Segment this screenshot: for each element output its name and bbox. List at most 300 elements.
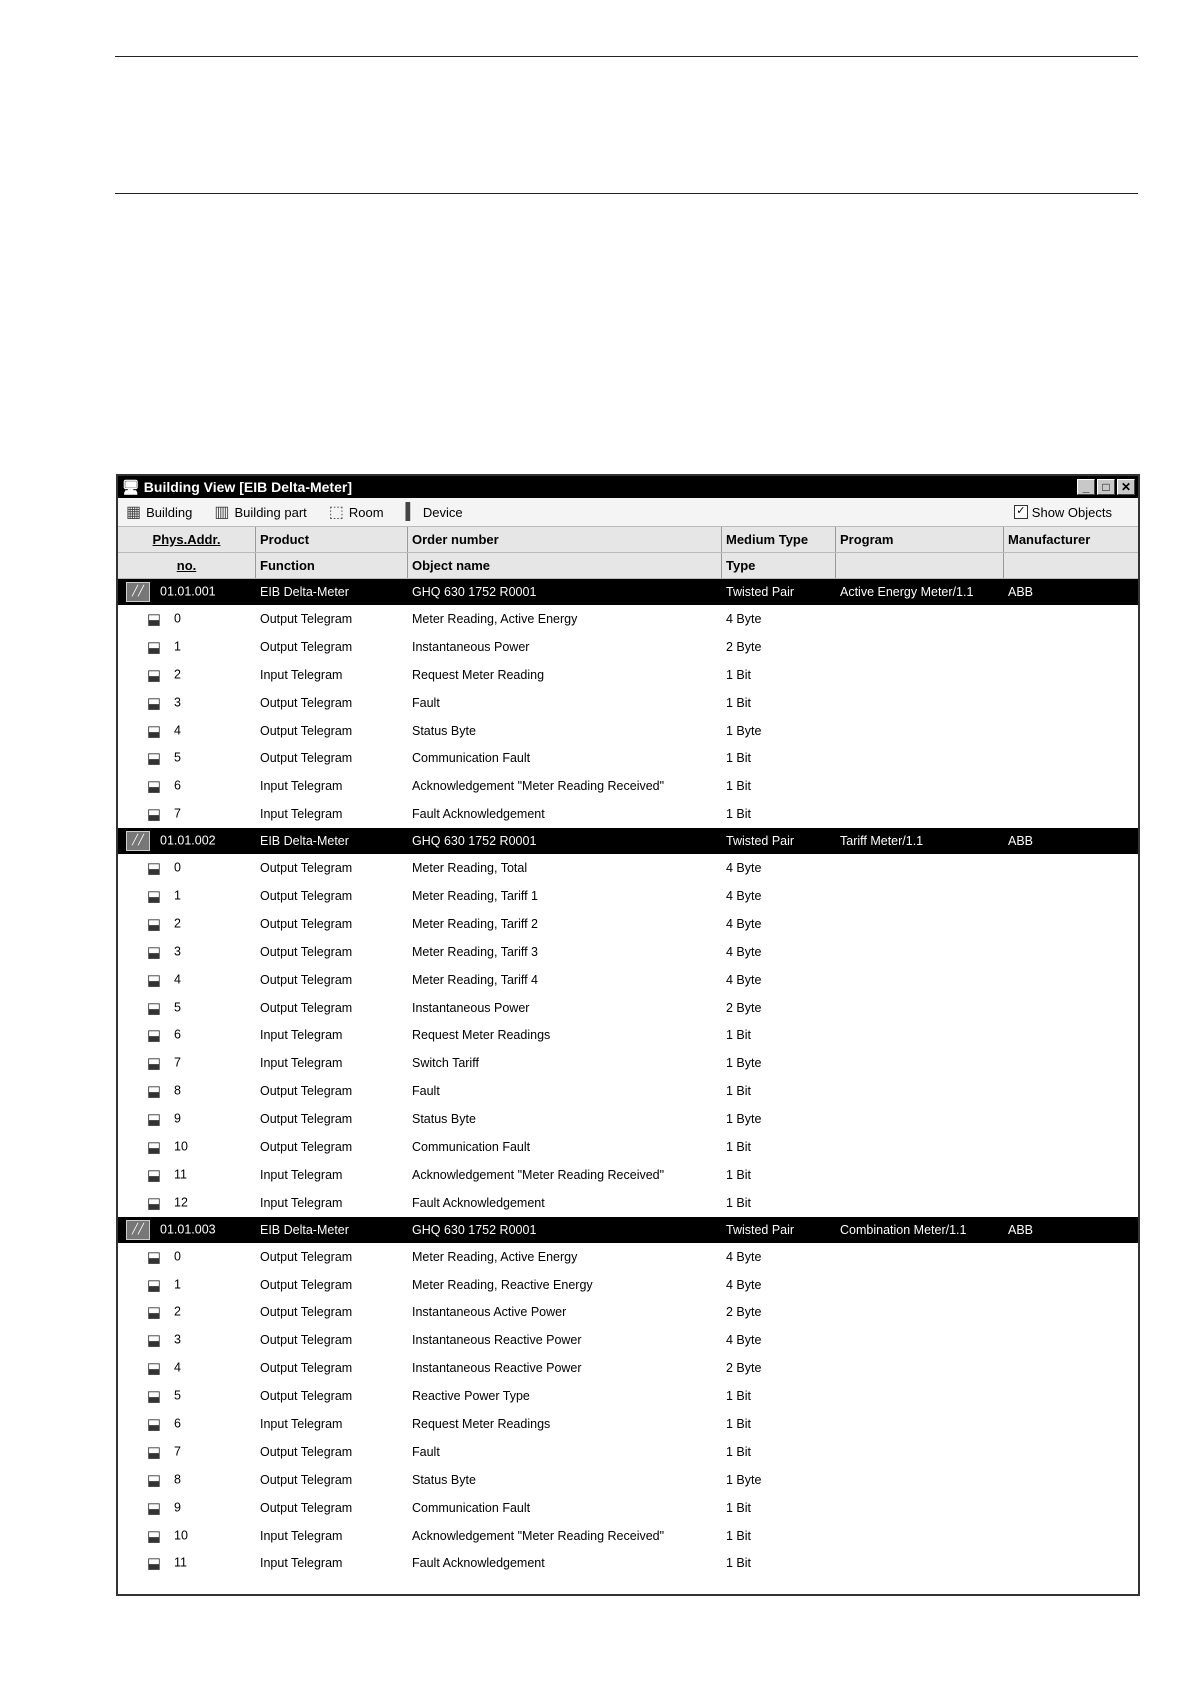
object-no: [118, 1415, 256, 1433]
object-row[interactable]: [118, 1133, 1138, 1161]
object-name: [408, 945, 722, 959]
object-no-text: 9: [174, 1499, 181, 1514]
col-header-no[interactable]: no.: [118, 553, 256, 578]
col-header-product[interactable]: Product: [256, 527, 408, 552]
object-function-text: Output Telegram: [260, 1000, 353, 1015]
object-name-text: Status Byte: [412, 1472, 476, 1487]
object-type: [722, 1056, 836, 1070]
object-function-text: Input Telegram: [260, 807, 343, 822]
object-name-text: Meter Reading, Reactive Energy: [412, 1277, 593, 1292]
object-no-text: 7: [174, 1444, 181, 1459]
object-function: [256, 1361, 408, 1375]
object-type: [722, 1305, 836, 1319]
object-row[interactable]: [118, 744, 1138, 772]
object-name: [408, 1556, 722, 1570]
object-name: [408, 724, 722, 738]
object-row[interactable]: [118, 1271, 1138, 1299]
device-order-number: [408, 585, 722, 599]
object-function-text: Output Telegram: [260, 1361, 353, 1376]
object-type: [722, 724, 836, 738]
object-type: [722, 1140, 836, 1154]
group-object-icon: ⬓: [146, 1304, 162, 1322]
object-name: [408, 696, 722, 710]
show-objects-label: Show Objects: [1031, 504, 1112, 520]
object-no-text: 6: [174, 1027, 181, 1042]
object-name-text: Fault: [412, 1084, 440, 1099]
object-name-text: Fault Acknowledgement: [412, 807, 545, 822]
object-row[interactable]: [118, 1298, 1138, 1326]
object-row[interactable]: [118, 882, 1138, 910]
object-name: [408, 917, 722, 931]
object-type: [722, 696, 836, 710]
toolbar-building-part-label: Building part: [234, 504, 307, 520]
object-no: [118, 1248, 256, 1266]
group-object-icon: ⬓: [146, 999, 162, 1017]
object-type: [722, 1361, 836, 1375]
group-object-icon: ⬓: [146, 1138, 162, 1156]
object-function: [256, 1196, 408, 1210]
object-function: [256, 889, 408, 903]
group-object-icon: ⬓: [146, 860, 162, 878]
object-no-text: 2: [174, 916, 181, 931]
object-function-text: Output Telegram: [260, 611, 353, 626]
object-row[interactable]: [118, 1550, 1138, 1578]
device-medium-type-text: Twisted Pair: [726, 834, 795, 849]
object-function-text: Output Telegram: [260, 972, 353, 987]
object-function: [256, 779, 408, 793]
object-name: [408, 1196, 722, 1210]
device-program-text: Active Energy Meter/1.1: [840, 585, 974, 599]
object-name-text: Fault: [412, 1444, 440, 1459]
object-row[interactable]: [118, 1438, 1138, 1466]
object-type-text: 1 Bit: [726, 751, 752, 766]
object-row[interactable]: [118, 605, 1138, 633]
object-name-text: Status Byte: [412, 1112, 476, 1127]
object-no-text: 1: [174, 888, 181, 903]
object-row[interactable]: [118, 800, 1138, 828]
device-product-text: EIB Delta-Meter: [260, 585, 349, 599]
object-row[interactable]: [118, 1021, 1138, 1049]
object-name-text: Switch Tariff: [412, 1056, 479, 1071]
group-object-icon: ⬓: [146, 1360, 162, 1378]
object-type: [722, 861, 836, 875]
object-name: [408, 1529, 722, 1543]
object-function-text: Input Telegram: [260, 779, 343, 794]
object-name: [408, 1001, 722, 1015]
object-name-text: Fault Acknowledgement: [412, 1195, 545, 1210]
app-icon: 🖥: [122, 478, 140, 495]
object-name: [408, 1389, 722, 1403]
object-function-text: Output Telegram: [260, 1305, 353, 1320]
object-type-text: 1 Bit: [726, 1416, 752, 1431]
header-row-1: [118, 527, 1138, 553]
object-name: [408, 1305, 722, 1319]
object-function: [256, 1473, 408, 1487]
object-row[interactable]: [118, 1494, 1138, 1522]
object-function-text: Output Telegram: [260, 639, 353, 654]
object-function: [256, 1333, 408, 1347]
object-name: [408, 807, 722, 821]
object-function: [256, 751, 408, 765]
object-type: [722, 1250, 836, 1264]
object-name-text: Instantaneous Reactive Power: [412, 1361, 582, 1376]
title-bar[interactable]: [118, 476, 1138, 498]
object-row[interactable]: [118, 854, 1138, 882]
device-program-text: Combination Meter/1.1: [840, 1222, 967, 1237]
object-function: [256, 1417, 408, 1431]
group-object-icon: ⬓: [146, 1083, 162, 1101]
object-function: [256, 1140, 408, 1154]
group-object-icon: ⬓: [146, 1471, 162, 1489]
object-no-text: 8: [174, 1472, 181, 1487]
object-no-text: 4: [174, 1360, 181, 1375]
object-type: [722, 1168, 836, 1182]
object-no: [118, 1026, 256, 1044]
show-objects-checkbox[interactable]: [1014, 505, 1112, 520]
object-function-text: Output Telegram: [260, 1112, 353, 1127]
object-type: [722, 889, 836, 903]
object-no: [118, 1138, 256, 1156]
object-type-text: 4 Byte: [726, 1333, 762, 1348]
close-button[interactable]: ✕: [1117, 479, 1135, 495]
object-function: [256, 1028, 408, 1042]
object-row[interactable]: [118, 1354, 1138, 1382]
object-function-text: Input Telegram: [260, 1167, 343, 1182]
object-name-text: Meter Reading, Active Energy: [412, 611, 578, 626]
object-type-text: 4 Byte: [726, 972, 762, 987]
object-no: [118, 1471, 256, 1489]
object-name-text: Meter Reading, Tariff 3: [412, 944, 538, 959]
object-type: [722, 612, 836, 626]
object-function-text: Input Telegram: [260, 1416, 343, 1431]
object-row[interactable]: [118, 910, 1138, 938]
object-name-text: Meter Reading, Active Energy: [412, 1249, 578, 1264]
object-type: [722, 945, 836, 959]
object-name: [408, 640, 722, 654]
device-meter-icon: ╱╱: [126, 831, 150, 851]
object-row[interactable]: [118, 717, 1138, 745]
toolbar-building-button[interactable]: [126, 502, 192, 522]
device-medium-type-text: Twisted Pair: [726, 1222, 795, 1237]
group-object-icon: ⬓: [146, 1332, 162, 1350]
device-program: [836, 1223, 1004, 1237]
object-no: [118, 1443, 256, 1461]
object-name-text: Fault: [412, 695, 440, 710]
object-row[interactable]: [118, 1161, 1138, 1189]
building-tree-list: [118, 579, 1138, 1577]
group-object-icon: ⬓: [146, 694, 162, 712]
device-addr-text: 01.01.002: [160, 833, 216, 848]
group-object-icon: ⬓: [146, 806, 162, 824]
object-row[interactable]: [118, 1105, 1138, 1133]
object-type: [722, 1473, 836, 1487]
object-name-text: Communication Fault: [412, 751, 531, 766]
header-row-2: [118, 553, 1138, 579]
group-object-icon: ⬓: [146, 666, 162, 684]
object-name: [408, 668, 722, 682]
object-type-text: 1 Bit: [726, 1139, 752, 1154]
object-row[interactable]: [118, 1382, 1138, 1410]
device-medium-type: [722, 585, 836, 599]
object-type-text: 1 Byte: [726, 723, 762, 738]
maximize-button[interactable]: □: [1097, 479, 1115, 495]
top-rule: [115, 56, 1138, 57]
object-type-text: 4 Byte: [726, 861, 762, 876]
object-name-text: Acknowledgement "Meter Reading Received": [412, 779, 665, 794]
object-no: [118, 666, 256, 684]
object-no: [118, 1276, 256, 1294]
minimize-button[interactable]: _: [1077, 479, 1095, 495]
object-type-text: 1 Bit: [726, 1084, 752, 1099]
object-type: [722, 1001, 836, 1015]
object-no-text: 7: [174, 1055, 181, 1070]
device-row[interactable]: [118, 1217, 1138, 1243]
object-type: [722, 1501, 836, 1515]
object-type: [722, 1529, 836, 1543]
object-function: [256, 807, 408, 821]
object-function: [256, 696, 408, 710]
object-no: [118, 859, 256, 877]
object-name-text: Acknowledgement "Meter Reading Received": [412, 1167, 665, 1182]
object-no: [118, 1082, 256, 1100]
object-no-text: 5: [174, 750, 181, 765]
object-type-text: 2 Byte: [726, 1305, 762, 1320]
object-row[interactable]: [118, 1077, 1138, 1105]
object-function: [256, 1056, 408, 1070]
col-header-manufacturer[interactable]: Manufacturer: [1008, 532, 1091, 547]
group-object-icon: ⬓: [146, 1499, 162, 1517]
object-function-text: Input Telegram: [260, 1028, 343, 1043]
object-function-text: Output Telegram: [260, 695, 353, 710]
object-no-text: 3: [174, 694, 181, 709]
group-object-icon: ⬓: [146, 778, 162, 796]
device-manufacturer: [1004, 585, 1138, 599]
object-row[interactable]: [118, 938, 1138, 966]
object-name: [408, 1417, 722, 1431]
group-object-icon: ⬓: [146, 915, 162, 933]
device-product-text: EIB Delta-Meter: [260, 834, 349, 849]
object-no: [118, 610, 256, 628]
object-name: [408, 1361, 722, 1375]
object-no-text: 8: [174, 1083, 181, 1098]
object-function-text: Input Telegram: [260, 1056, 343, 1071]
object-no: [118, 1527, 256, 1545]
object-type-text: 1 Byte: [726, 1056, 762, 1071]
object-function-text: Output Telegram: [260, 1277, 353, 1292]
object-name-text: Communication Fault: [412, 1139, 531, 1154]
object-no: [118, 915, 256, 933]
object-name-text: Instantaneous Power: [412, 639, 530, 654]
object-type-text: 4 Byte: [726, 611, 762, 626]
object-name: [408, 1250, 722, 1264]
device-manufacturer: [1004, 1223, 1138, 1237]
object-name-text: Reactive Power Type: [412, 1389, 530, 1404]
device-manufacturer-text: ABB: [1008, 585, 1034, 599]
object-type: [722, 640, 836, 654]
object-no-text: 6: [174, 1416, 181, 1431]
group-object-icon: ⬓: [146, 1276, 162, 1294]
group-object-icon: ⬓: [146, 1415, 162, 1433]
device-row[interactable]: [118, 828, 1138, 854]
object-function: [256, 1556, 408, 1570]
group-object-icon: ⬓: [146, 1194, 162, 1212]
object-function: [256, 1001, 408, 1015]
object-type-text: 4 Byte: [726, 1249, 762, 1264]
object-name: [408, 1140, 722, 1154]
object-no-text: 12: [174, 1195, 188, 1210]
object-row[interactable]: [118, 1522, 1138, 1550]
col-header-object-name[interactable]: Object name: [408, 553, 722, 578]
object-function-text: Output Telegram: [260, 1139, 353, 1154]
object-function: [256, 945, 408, 959]
col-header-blank-2: [1004, 553, 1138, 578]
device-addr: [118, 831, 256, 851]
object-no-text: 9: [174, 1111, 181, 1126]
object-function: [256, 640, 408, 654]
object-name: [408, 751, 722, 765]
object-name: [408, 1278, 722, 1292]
object-function-text: Output Telegram: [260, 1444, 353, 1459]
object-type-text: 4 Byte: [726, 888, 762, 903]
device-row[interactable]: [118, 579, 1138, 605]
object-row[interactable]: [118, 994, 1138, 1022]
object-function-text: Output Telegram: [260, 861, 353, 876]
object-type-text: 1 Bit: [726, 667, 752, 682]
object-no: [118, 1054, 256, 1072]
object-name: [408, 973, 722, 987]
object-no: [118, 638, 256, 656]
group-object-icon: ⬓: [146, 638, 162, 656]
object-row[interactable]: [118, 1326, 1138, 1354]
device-medium-type-text: Twisted Pair: [726, 585, 795, 599]
object-no-text: 6: [174, 778, 181, 793]
object-function: [256, 668, 408, 682]
object-row[interactable]: [118, 1243, 1138, 1271]
object-no-text: 11: [174, 1555, 187, 1570]
object-no-text: 3: [174, 944, 181, 959]
object-function-text: Output Telegram: [260, 751, 353, 766]
object-name: [408, 1084, 722, 1098]
object-no: [118, 971, 256, 989]
col-header-order-number[interactable]: Order number: [408, 527, 722, 552]
object-function-text: Output Telegram: [260, 1472, 353, 1487]
object-no-text: 0: [174, 1248, 181, 1263]
object-row[interactable]: [118, 689, 1138, 717]
device-product-text: EIB Delta-Meter: [260, 1222, 349, 1237]
device-medium-type: [722, 834, 836, 848]
object-type: [722, 668, 836, 682]
group-object-icon: ⬓: [146, 750, 162, 768]
object-function-text: Output Telegram: [260, 916, 353, 931]
object-type: [722, 1333, 836, 1347]
object-row[interactable]: [118, 1189, 1138, 1217]
object-function: [256, 973, 408, 987]
group-object-icon: ⬓: [146, 1248, 162, 1266]
toolbar-room-button[interactable]: [329, 502, 384, 522]
object-type: [722, 1278, 836, 1292]
object-no: [118, 777, 256, 795]
object-row[interactable]: [118, 633, 1138, 661]
object-no: [118, 694, 256, 712]
group-object-icon: ⬓: [146, 1555, 162, 1573]
device-order-number-text: GHQ 630 1752 R0001: [412, 585, 537, 599]
object-row[interactable]: [118, 1410, 1138, 1438]
toolbar-building-part-button[interactable]: [214, 502, 306, 522]
object-name: [408, 1333, 722, 1347]
object-no-text: 0: [174, 860, 181, 875]
object-no: [118, 749, 256, 767]
device-addr: [118, 1220, 256, 1240]
group-object-icon: ⬓: [146, 971, 162, 989]
object-function: [256, 1305, 408, 1319]
object-name-text: Acknowledgement "Meter Reading Received": [412, 1528, 665, 1543]
col-header-phys-addr[interactable]: Phys.Addr.: [118, 527, 256, 552]
object-no-text: 7: [174, 806, 181, 821]
object-no: [118, 943, 256, 961]
group-object-icon: ⬓: [146, 1027, 162, 1045]
object-function-text: Output Telegram: [260, 1249, 353, 1264]
object-name-text: Request Meter Reading: [412, 667, 545, 682]
object-row[interactable]: [118, 966, 1138, 994]
object-row[interactable]: [118, 772, 1138, 800]
object-type-text: 1 Bit: [726, 1167, 752, 1182]
object-type-text: 1 Bit: [726, 807, 752, 822]
object-type-text: 1 Byte: [726, 1472, 762, 1487]
object-row[interactable]: [118, 1466, 1138, 1494]
object-name: [408, 1445, 722, 1459]
object-type: [722, 1084, 836, 1098]
object-type-text: 1 Bit: [726, 779, 752, 794]
object-type: [722, 1196, 836, 1210]
object-name: [408, 612, 722, 626]
object-no-text: 11: [174, 1167, 187, 1182]
object-type: [722, 751, 836, 765]
group-object-icon: ⬓: [146, 1527, 162, 1545]
device-manufacturer-text: ABB: [1008, 834, 1034, 849]
col-header-type[interactable]: Type: [722, 553, 836, 578]
group-object-icon: ⬓: [146, 943, 162, 961]
device-program: [836, 834, 1004, 848]
object-type-text: 2 Byte: [726, 639, 762, 654]
object-no: [118, 1166, 256, 1184]
group-object-icon: ⬓: [146, 1166, 162, 1184]
object-row[interactable]: [118, 661, 1138, 689]
toolbar-device-button[interactable]: [406, 502, 463, 522]
object-name: [408, 1028, 722, 1042]
object-no: [118, 1331, 256, 1349]
object-row[interactable]: [118, 1049, 1138, 1077]
device-manufacturer-text: ABB: [1008, 1222, 1034, 1237]
object-no-text: 4: [174, 971, 181, 986]
object-type: [722, 1417, 836, 1431]
object-function: [256, 612, 408, 626]
object-name: [408, 1501, 722, 1515]
device-order-number: [408, 834, 722, 848]
device-icon: ▍: [405, 504, 418, 521]
device-addr-text: 01.01.003: [160, 1222, 216, 1236]
device-medium-type: [722, 1223, 836, 1237]
object-name-text: Request Meter Readings: [412, 1416, 551, 1431]
col-header-function[interactable]: Function: [256, 553, 408, 578]
device-product: [256, 585, 408, 599]
col-header-medium-type[interactable]: Medium Type: [722, 527, 836, 552]
col-header-program[interactable]: Program: [836, 527, 1004, 552]
toolbar: [118, 498, 1138, 527]
object-function: [256, 1389, 408, 1403]
object-name: [408, 1473, 722, 1487]
object-function: [256, 1445, 408, 1459]
object-function-text: Input Telegram: [260, 667, 343, 682]
